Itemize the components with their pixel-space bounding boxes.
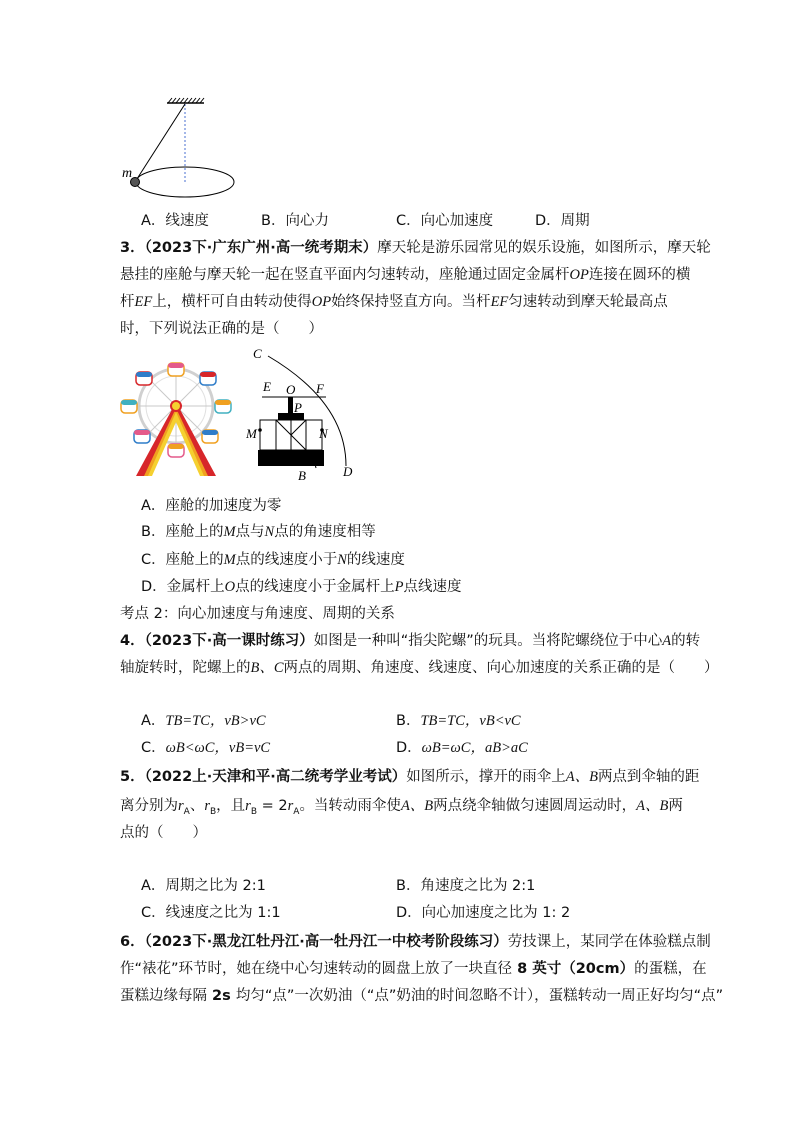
point-m [258,428,262,432]
q4-text-1b: 的转 [671,633,701,649]
q4-line-2 [120,658,719,678]
q5-ab-3: A、B [636,798,669,814]
q5-r-b: r [204,798,210,814]
q3-optd-post: 点线速度 [403,579,462,595]
q3-option-d [141,577,462,597]
q2-option-c: C．向心加速度 [396,213,494,229]
q2-option-d: D．周期 [535,213,590,229]
q5-text-1a: 如图所示，撑开的雨伞上 [406,769,566,785]
q5-r-a2: r [287,798,294,814]
label-m: M [246,426,257,441]
q6-size: 8 英寸（20cm） [512,961,635,977]
q3-option-b [141,522,376,542]
q4-text-1a: 如图是一种叫“指尖陀螺”的玩具。当将陀螺绕位于中心 [313,633,663,649]
q4-option-a [141,711,266,731]
q5-option-d: D．向心加速度之比为 1: 2 [396,905,571,921]
q3-optc-n: N [337,552,347,568]
q3-line-1 [120,238,711,258]
rod-op [288,397,293,414]
q4-optd-label: D． [396,740,422,756]
q5-ab: A、B [565,769,598,785]
q5-eq: = 2 [257,798,288,814]
q3-op-2: OP [311,294,332,310]
q5-option-c: C．线速度之比为 1:1 [141,905,281,921]
q3-optc-m: M [223,552,236,568]
q3-ef: EF [134,294,153,310]
q3-text-3a: 杆 [120,294,135,310]
q3-optb-m: M [223,524,236,540]
q3-source: 3．（2023下·广东广州·高一统考期末） [120,240,378,256]
ceiling-hatch [167,98,204,103]
q5-text-2d: 两点绕伞轴做匀速圆周运动时， [433,798,637,814]
q4-option-b [396,711,521,731]
q3-optb-n: N [264,524,275,540]
q3-text-2b: 连接在圆环的横 [588,267,691,283]
q4-line-1 [120,631,700,651]
pendulum-string [135,104,185,182]
q5-text-2e: 两 [668,798,683,814]
q5-text-2c: 。当转动雨伞使 [299,798,401,814]
q6-source: 6．（2023下·黑龙江牡丹江·高一牡丹江一中校考阶段练习） [120,934,508,950]
q3-line-2 [120,265,690,285]
q3-line-4: 时，下列说法正确的是（ ） [120,321,323,337]
q3-option-c [141,550,405,570]
q3-op: OP [569,267,589,283]
label-o: O [286,382,296,397]
q5-option-b: B．角速度之比为 2:1 [396,878,536,894]
mass-label: m [122,166,133,181]
q4-optb-label: B． [396,713,421,729]
q3-text-3c: 始终保持竖直方向。当杆 [331,294,491,310]
q6-text-3a: 蛋糕边缘每隔 [120,988,207,1004]
label-p: P [294,400,302,415]
q5-text-2a: 离分别为 [120,798,178,814]
q6-interval: 2s [207,988,236,1004]
q5-sub-a2: A [293,806,300,817]
q3-optd-mid: 点的线速度小于金属杆上 [235,579,395,595]
q5-line-3: 点的（ ） [120,825,207,841]
label-e: E [263,379,271,394]
q4-optb-text: TB=TC，vB<vC [420,713,521,729]
q6-text-1: 劳技课上，某同学在体验糕点制 [507,934,711,950]
q4-a: A [662,633,672,649]
q3-optd-p: P [394,579,404,595]
gondola-detail-figure [246,342,362,482]
q3-optc-pre: C．座舱上的 [141,552,224,568]
q3-optc-post: 的线速度 [346,552,405,568]
q3-optb-mid: 点与 [235,524,265,540]
q4-option-d [396,738,528,758]
q6-line-1 [120,932,711,952]
q3-text-3b: 上，横杆可自由转动使得 [152,294,312,310]
q5-ab-2: A、B [400,798,434,814]
q4-optc-text: ωB<ωC，vB=vC [165,740,271,756]
q4-opta-text: TB=TC，vB>vC [165,713,266,729]
q6-text-2a: 作“裱花”环节时，她在绕中心匀速转动的圆盘上放了一块直径 [120,961,513,977]
q5-text-2b: ，且 [216,798,246,814]
q5-source: 5．（2022上·天津和平·高二统考学业考试） [120,769,407,785]
q5-sub-a: A [183,806,190,817]
q3-ef-2: EF [490,294,509,310]
q3-text-1: 摩天轮是游乐园常见的娱乐设施，如图所示，摩天轮 [377,240,711,256]
q5-line-1 [120,767,699,787]
label-b: B [298,468,306,482]
q3-optb-post: 点的角速度相等 [274,524,376,540]
q2-option-b: B．向心力 [261,213,329,229]
label-n: N [319,426,328,441]
section-heading-kaodian-2: 考点 2：向心加速度与角速度、周期的关系 [120,606,395,622]
q4-option-c [141,738,270,758]
q3-line-3 [120,292,668,312]
q3-optd-pre: D．金属杆上 [141,579,225,595]
q2-option-a: A．线速度 [141,213,209,229]
q4-opta-label: A． [141,713,166,729]
q4-text-2b: 两点的周期、角速度、线速度、向心加速度的关系正确的是（ ） [283,660,719,676]
q3-optb-pre: B．座舱上的 [141,524,224,540]
q5-sep: 、 [189,798,205,814]
q5-text-1b: 两点到伞轴的距 [597,769,700,785]
q3-optc-mid: 点的线速度小于 [235,552,338,568]
q6-line-2 [120,959,707,979]
label-f: F [316,381,324,396]
q3-text-2a: 悬挂的座舱与摩天轮一起在竖直平面内匀速转动，座舱通过固定金属杆 [120,267,570,283]
q4-optd-text: ωB=ωC，aB>aC [421,740,528,756]
q5-option-a: A．周期之比为 2:1 [141,878,266,894]
q6-text-2b: 的蛋糕，在 [634,961,707,977]
q4-optc-label: C． [141,740,166,756]
q5-r-b2: r [245,798,251,814]
label-c: C [253,346,262,361]
q4-text-2a: 轴旋转时，陀螺上的 [120,660,251,676]
label-d: D [343,464,353,479]
q5-line-2 [120,796,683,822]
q4-source: 4．（2023下·高一课时练习） [120,633,314,649]
q3-text-3d: 匀速转动到摩天轮最高点 [508,294,668,310]
q3-optd-o: O [224,579,236,595]
conical-pendulum-figure [110,92,245,204]
cabin-base [258,450,324,466]
q6-text-3b: 均匀“点”一次奶油（“点”奶油的时间忽略不计），蛋糕转动一周正好均匀“点” [235,988,724,1004]
q5-r-a: r [178,798,184,814]
ferris-wheel-figure [118,358,246,480]
q4-bc: B、C [250,660,284,676]
q5-sub-b: B [209,806,217,817]
q5-sub-b2: B [250,806,258,817]
q3-option-a: A．座舱的加速度为零 [141,498,282,514]
q6-line-3 [120,986,723,1006]
